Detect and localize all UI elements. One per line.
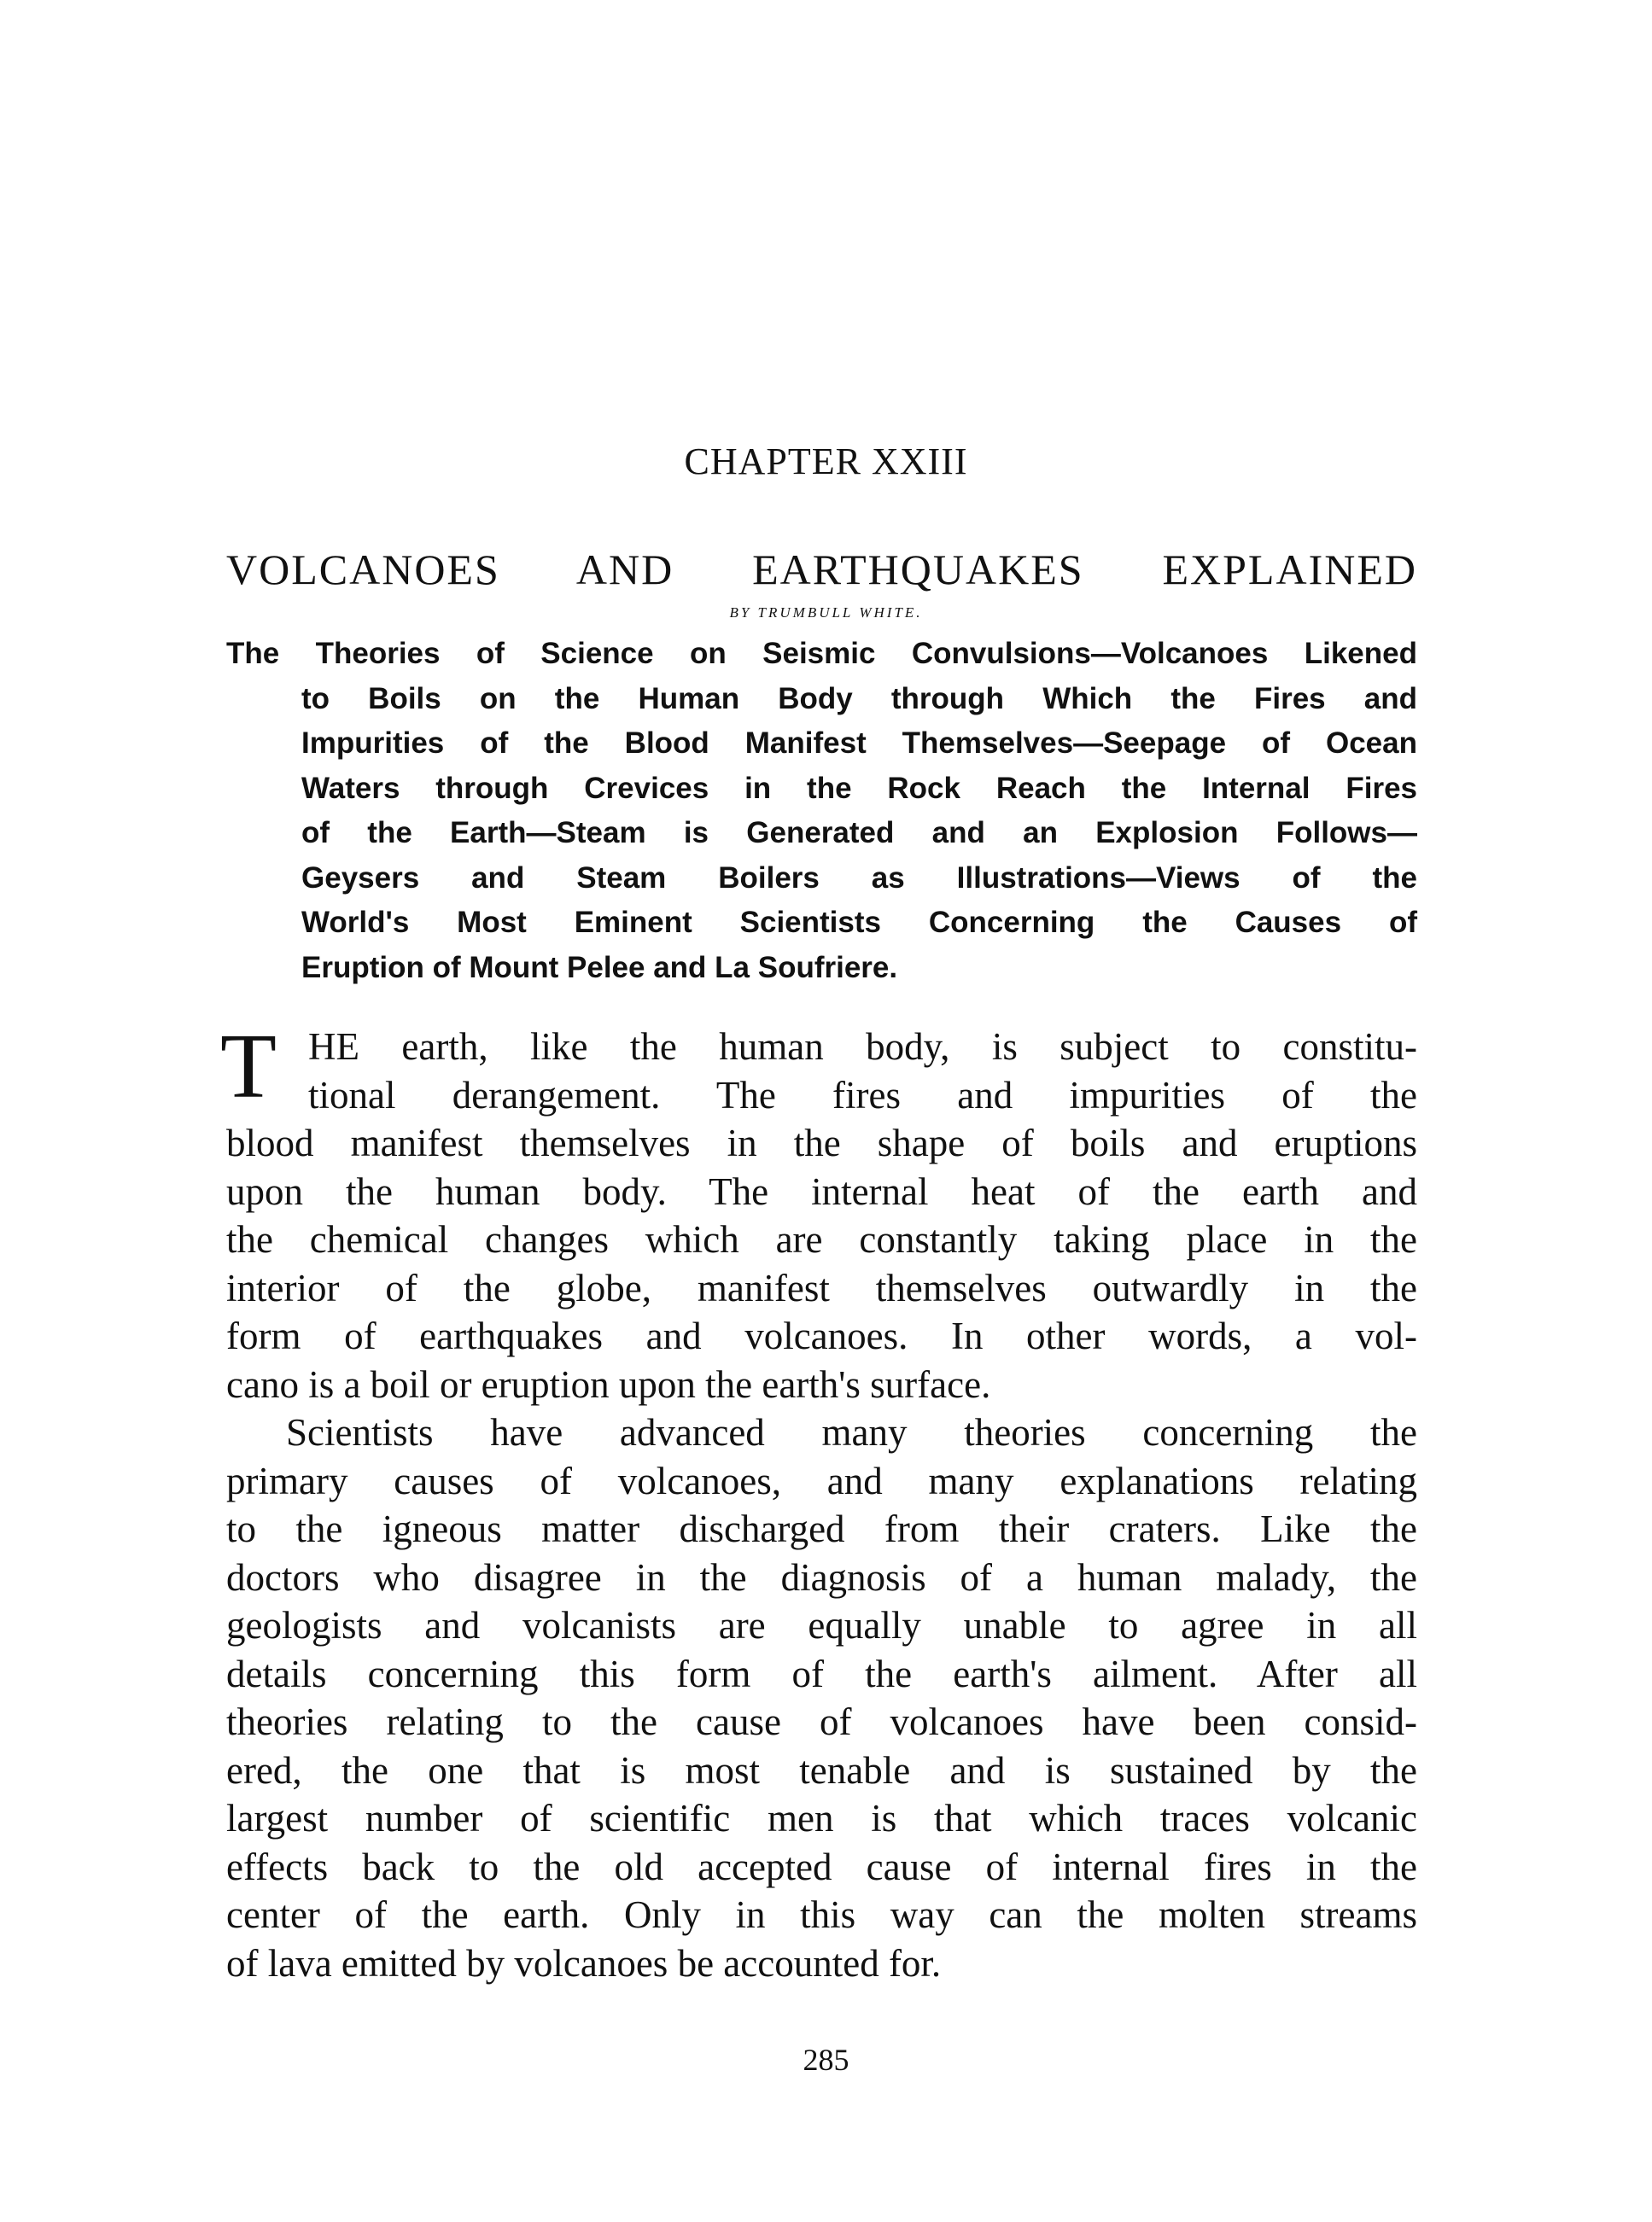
body-line: HE earth, like the human body, is subject to constitu- [308, 1025, 1417, 1068]
summary-line: Geysers and Steam Boilers as Illustrations—Views of the [301, 860, 1417, 895]
body-line: the chemical changes which are constantly taking place in the [226, 1218, 1417, 1261]
body-line: effects back to the old accepted cause of internal fires in the [226, 1845, 1417, 1888]
body-line: geologists and volcanists are equally unable to agree in all [226, 1604, 1417, 1647]
body-line: upon the human body. The internal heat of the earth and [226, 1169, 1417, 1213]
body-line: doctors who disagree in the diagnosis of a human malady, the [226, 1555, 1417, 1599]
summary-line: to Boils on the Human Body through Which the Fires and [301, 681, 1417, 715]
body-line: interior of the globe, manifest themselves outwardly in the [226, 1266, 1417, 1309]
body-line: cano is a boil or eruption upon the earth's surface. [226, 1362, 991, 1406]
chapter-heading: CHAPTER XXIII [684, 440, 968, 482]
summary-line: of the Earth—Steam is Generated and an Explosion Follows— [301, 816, 1417, 849]
summary-line: Impurities of the Blood Manifest Themselves—Seepage of Ocean [301, 726, 1417, 760]
body-line: primary causes of volcanoes, and many explanations relating [226, 1459, 1417, 1502]
body-line: largest number of scientific men is that which traces volcanic [226, 1797, 1417, 1840]
summary-line: The Theories of Science on Seismic Convulsions—Volcanoes Likened [226, 637, 1417, 670]
body-line: to the igneous matter discharged from their craters. Like the [226, 1508, 1417, 1550]
body-line: tional derangement. The fires and impurities of the [308, 1073, 1417, 1117]
chapter-summary [226, 632, 1417, 990]
page-number: 285 [803, 2043, 849, 2077]
body-line: form of earthquakes and volcanoes. In other words, a vol- [226, 1315, 1417, 1357]
body-line: blood manifest themselves in the shape of boils and eruptions [226, 1122, 1417, 1164]
summary-line: World's Most Eminent Scientists Concerning the Causes of [301, 906, 1417, 939]
summary-line: Waters through Crevices in the Rock Reach the Internal Fires [301, 771, 1417, 805]
body-line: details concerning this form of the earth's ailment. After all [226, 1652, 1417, 1695]
byline: BY TRUMBULL WHITE. [729, 604, 923, 621]
body-line: theories relating to the cause of volcanoes have been consid- [226, 1700, 1417, 1743]
body-line: of lava emitted by volcanoes be accounted for. [226, 1941, 942, 1985]
body-line: center of the earth. Only in this way can the molten streams [226, 1893, 1417, 1936]
body-text [226, 1023, 1417, 1987]
chapter-title: VOLCANOES AND EARTHQUAKES EXPLAINED [226, 545, 1417, 593]
body-line: Scientists have advanced many theories concerning the [286, 1411, 1417, 1454]
drop-cap: T [220, 1016, 277, 1117]
summary-line: Eruption of Mount Pelee and La Soufriere. [301, 950, 898, 984]
body-line: ered, the one that is most tenable and is sustained by the [226, 1748, 1417, 1792]
